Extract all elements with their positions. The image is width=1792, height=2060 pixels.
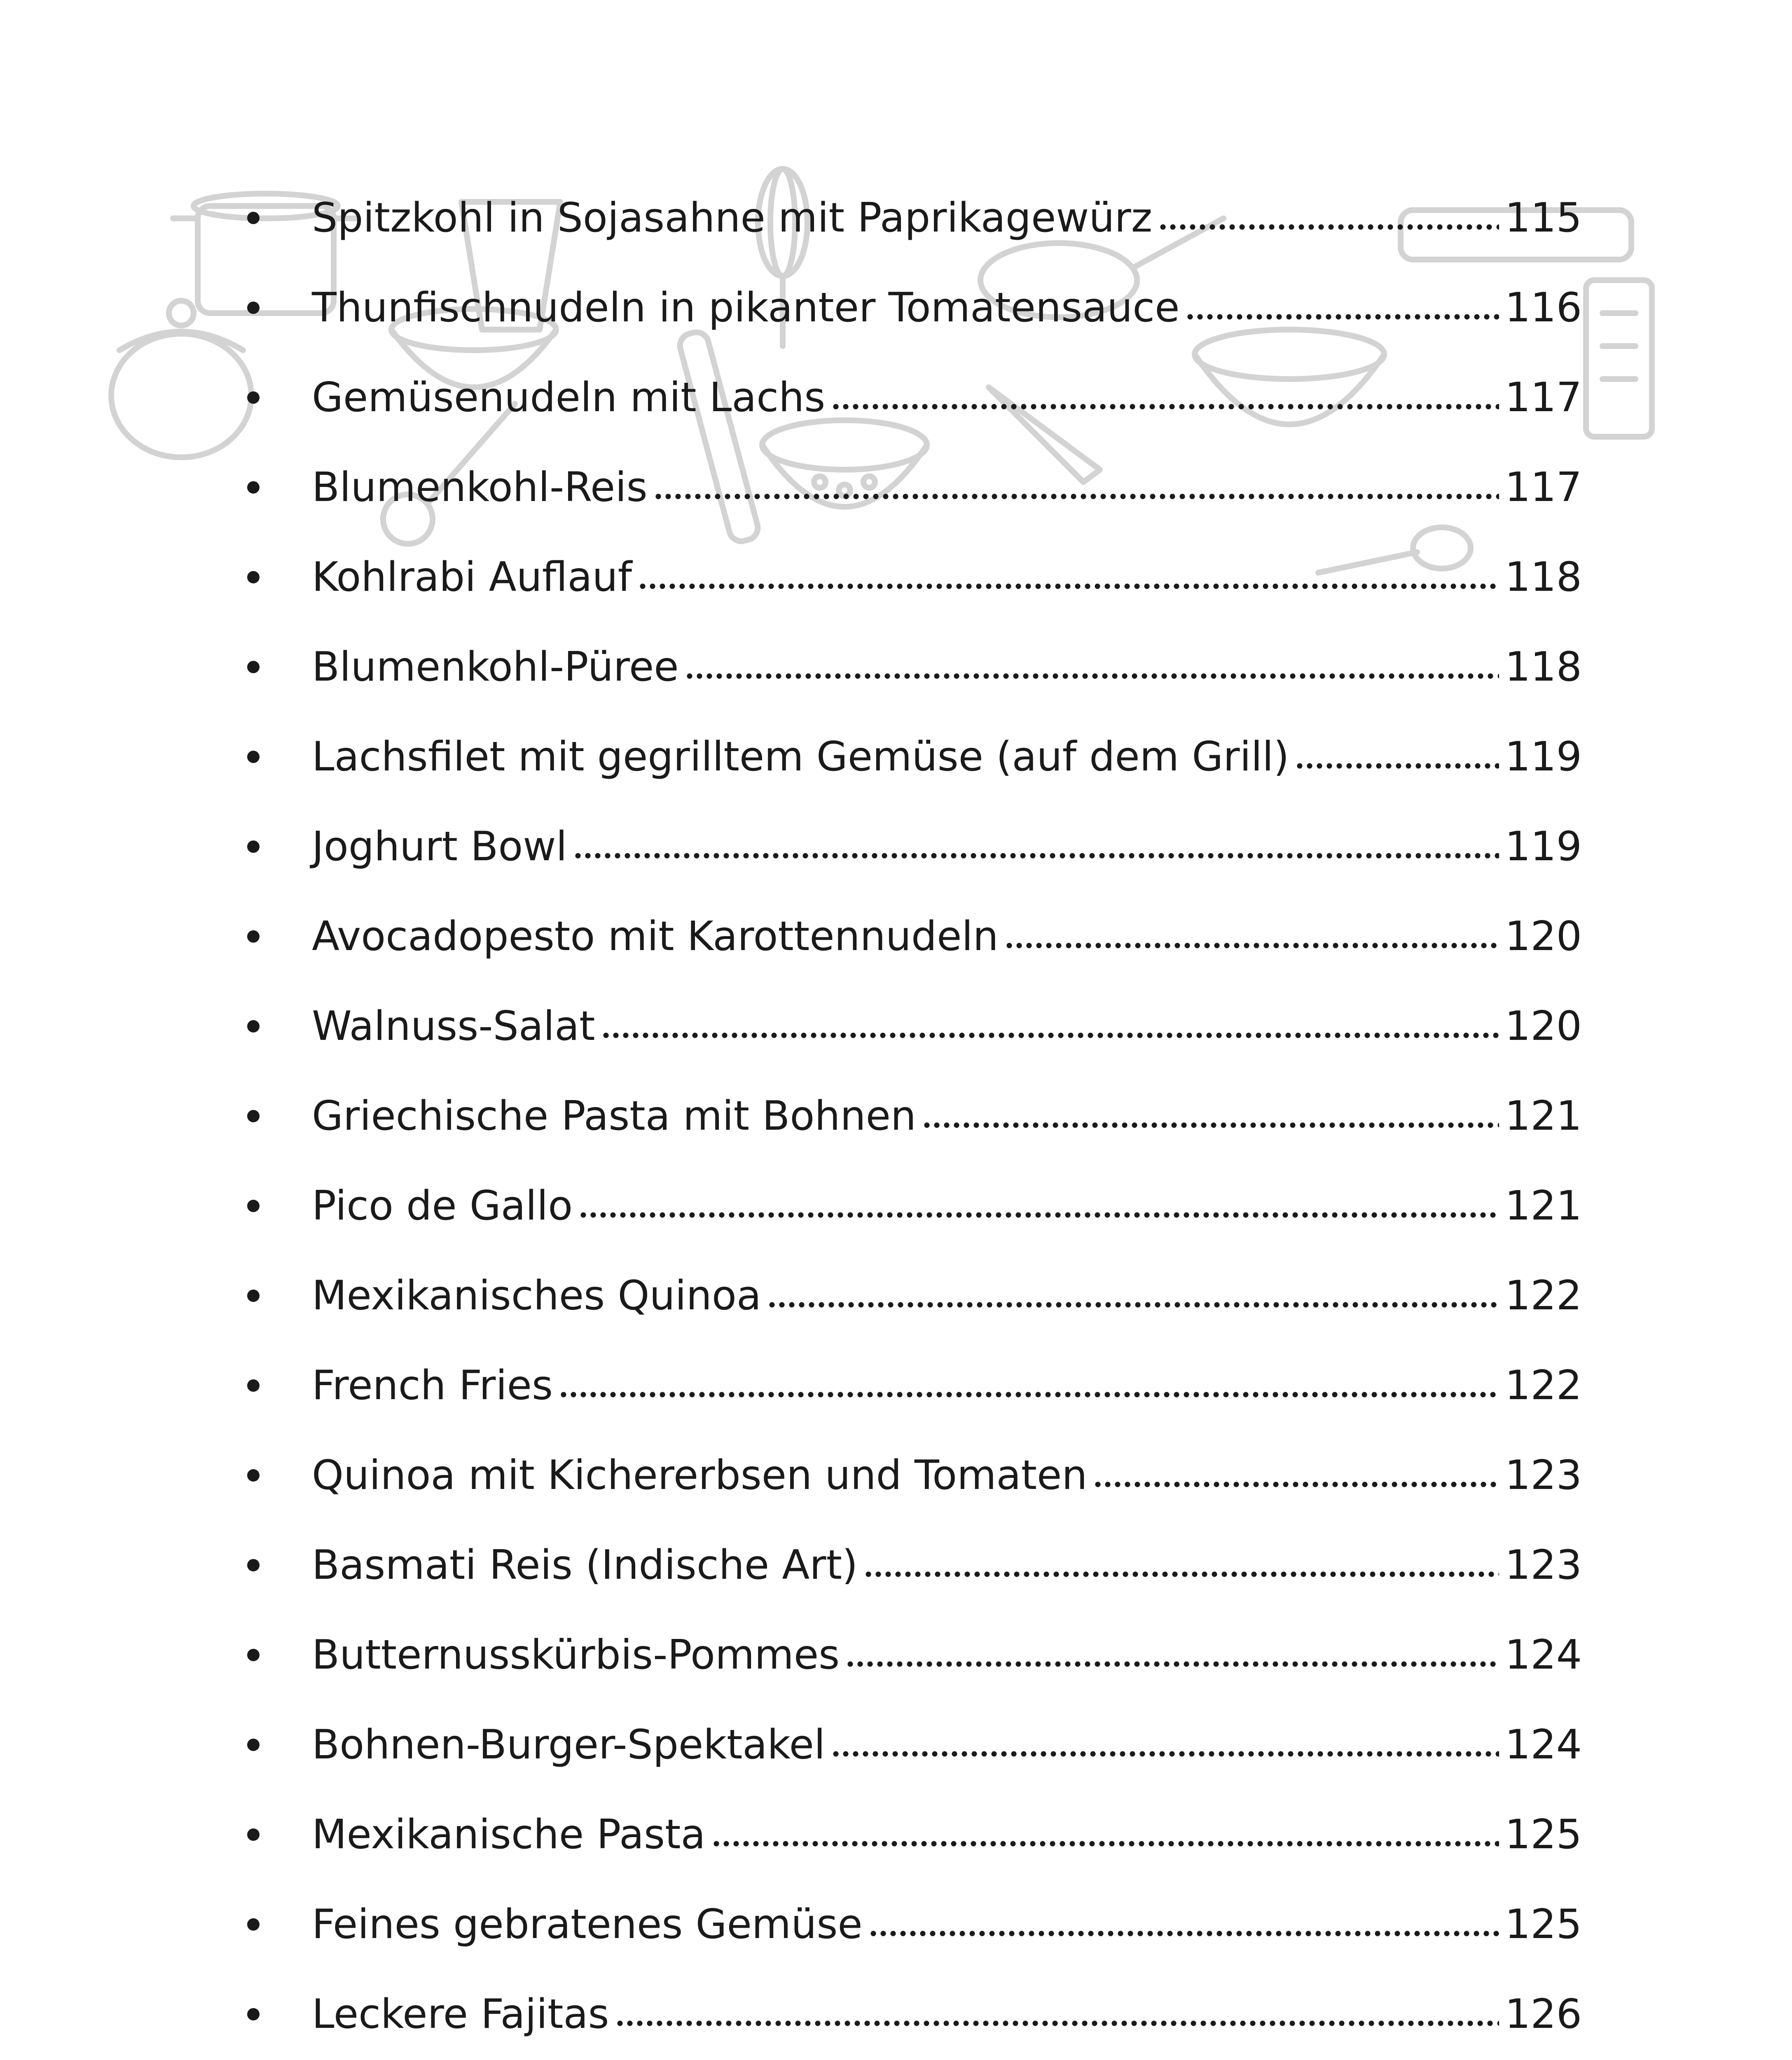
dot-leader (638, 582, 1499, 590)
toc-entry[interactable] (247, 1251, 1582, 1341)
toc-entry[interactable] (247, 1161, 1582, 1251)
toc-entry-page-number: 125 (1504, 1811, 1582, 1858)
dot-leader (1158, 223, 1499, 231)
toc-entry-page-number: 120 (1504, 913, 1582, 960)
dot-leader (831, 403, 1499, 411)
toc-entry[interactable] (247, 802, 1582, 892)
bullet-icon (247, 481, 260, 494)
bullet-icon (247, 212, 260, 224)
toc-entry[interactable] (247, 1430, 1582, 1520)
toc-entry[interactable] (247, 442, 1582, 532)
dot-leader (863, 1570, 1499, 1578)
toc-entry[interactable] (247, 353, 1582, 442)
toc-entry[interactable] (247, 532, 1582, 622)
bullet-icon (247, 1469, 260, 1482)
toc-entry[interactable] (247, 1880, 1582, 1969)
dot-leader (578, 1211, 1499, 1219)
bullet-icon (247, 391, 260, 404)
dot-leader (922, 1121, 1499, 1129)
toc-entry-title: Quinoa mit Kichererbsen und Tomaten (312, 1452, 1088, 1499)
bullet-icon (247, 1110, 260, 1122)
toc-entry-page-number: 124 (1504, 1632, 1582, 1678)
toc-entry[interactable] (247, 1610, 1582, 1700)
bullet-icon (247, 930, 260, 943)
toc-entry-title: Walnuss-Salat (312, 1003, 595, 1050)
dot-leader (615, 2019, 1499, 2027)
dot-leader (1295, 762, 1499, 770)
dot-leader (831, 1750, 1499, 1758)
toc-entry-page-number: 123 (1504, 1542, 1582, 1589)
toc-entry[interactable] (247, 1969, 1582, 2059)
toc-entry-page-number: 120 (1504, 1003, 1582, 1050)
grater-icon (1586, 280, 1652, 437)
bullet-icon (247, 1828, 260, 1841)
toc-entry-page-number: 117 (1504, 374, 1582, 421)
toc-entry-title: Mexikanische Pasta (312, 1811, 706, 1858)
dot-leader (653, 492, 1499, 501)
bullet-icon (247, 751, 260, 763)
toc-entry-title: French Fries (312, 1362, 553, 1409)
toc-entry-title: Mexikanisches Quinoa (312, 1272, 761, 1319)
bullet-icon (247, 1918, 260, 1931)
toc-entry-page-number: 119 (1504, 733, 1582, 780)
dot-leader (559, 1390, 1499, 1399)
toc-entry-page-number: 125 (1504, 1901, 1582, 1948)
dot-leader (868, 1929, 1499, 1938)
toc-entry[interactable] (247, 1071, 1582, 1161)
toc-entry-page-number: 122 (1504, 1362, 1582, 1409)
toc-entry-title: Butternusskürbis-Pommes (312, 1632, 840, 1678)
toc-entry-title: Bohnen-Burger-Spektakel (312, 1721, 826, 1768)
table-of-contents (247, 173, 1582, 2060)
toc-entry[interactable] (247, 173, 1582, 263)
bullet-icon (247, 1559, 260, 1571)
toc-entry-page-number: 121 (1504, 1093, 1582, 1140)
toc-entry-page-number: 123 (1504, 1452, 1582, 1499)
toc-entry-page-number: 121 (1504, 1182, 1582, 1229)
dot-leader (767, 1301, 1499, 1309)
toc-entry-title: Feines gebratenes Gemüse (312, 1901, 863, 1948)
toc-entry-title: Gemüsenudeln mit Lachs (312, 374, 826, 421)
dot-leader (711, 1840, 1499, 1848)
toc-entry[interactable] (247, 892, 1582, 981)
toc-entry-page-number: 126 (1504, 1991, 1582, 2038)
toc-entry[interactable] (247, 263, 1582, 353)
toc-entry[interactable] (247, 981, 1582, 1071)
bullet-icon (247, 1200, 260, 1212)
toc-entry-title: Pico de Gallo (312, 1182, 573, 1229)
toc-entry-title: Leckere Fajitas (312, 1991, 609, 2038)
toc-entry-title: Griechische Pasta mit Bohnen (312, 1093, 916, 1140)
bullet-icon (247, 1290, 260, 1302)
toc-entry[interactable] (247, 1700, 1582, 1790)
dot-leader (601, 1031, 1499, 1039)
toc-entry-title: Spitzkohl in Sojasahne mit Paprikagewürz (312, 194, 1153, 241)
bullet-icon (247, 1020, 260, 1032)
dot-leader (1185, 313, 1499, 321)
toc-entry[interactable] (247, 622, 1582, 712)
toc-entry-page-number: 122 (1504, 1272, 1582, 1319)
toc-entry[interactable] (247, 712, 1582, 802)
toc-entry-title: Kohlrabi Auflauf (312, 554, 632, 601)
toc-entry-title: Blumenkohl-Püree (312, 644, 679, 691)
bullet-icon (247, 2008, 260, 2020)
toc-entry[interactable] (247, 1520, 1582, 1610)
toc-entry-title: Lachsfilet mit gegrilltem Gemüse (auf dem Grill) (312, 733, 1289, 780)
toc-entry-title: Thunfischnudeln in pikanter Tomatensauce (312, 284, 1180, 331)
toc-entry-page-number: 118 (1504, 554, 1582, 601)
bullet-icon (247, 571, 260, 583)
toc-entry-title: Blumenkohl-Reis (312, 464, 648, 511)
toc-entry-page-number: 115 (1504, 194, 1582, 241)
bullet-icon (247, 1379, 260, 1392)
dot-leader (573, 852, 1499, 860)
toc-entry-page-number: 118 (1504, 644, 1582, 691)
dot-leader (1004, 941, 1499, 950)
toc-entry-page-number: 124 (1504, 1721, 1582, 1768)
dot-leader (1093, 1480, 1499, 1489)
toc-entry-title: Joghurt Bowl (312, 823, 567, 870)
toc-entry-title: Basmati Reis (Indische Art) (312, 1542, 858, 1589)
toc-entry[interactable] (247, 1341, 1582, 1430)
dot-leader (845, 1660, 1499, 1668)
toc-entry-page-number: 116 (1504, 284, 1582, 331)
dot-leader (685, 672, 1499, 680)
bullet-icon (247, 661, 260, 673)
toc-entry-page-number: 119 (1504, 823, 1582, 870)
lidded-pot-icon (111, 301, 251, 457)
bullet-icon (247, 840, 260, 853)
bullet-icon (247, 1649, 260, 1661)
toc-entry[interactable] (247, 1790, 1582, 1880)
toc-entry-title: Avocadopesto mit Karottennudeln (312, 913, 999, 960)
bullet-icon (247, 302, 260, 314)
toc-entry-page-number: 117 (1504, 464, 1582, 511)
bullet-icon (247, 1739, 260, 1751)
